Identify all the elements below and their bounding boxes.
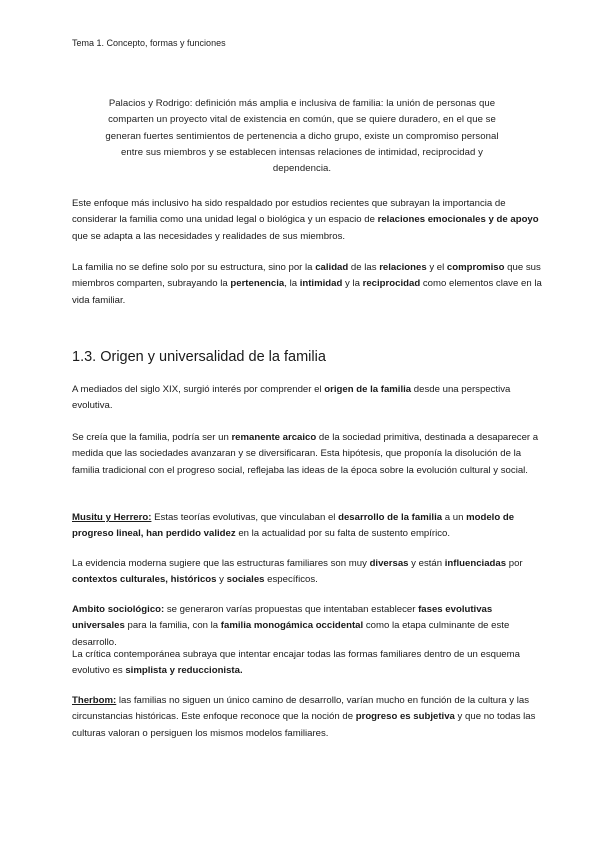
bold-term: pertenencia — [230, 278, 285, 290]
paragraph-archaic-remnant — [72, 430, 542, 479]
text-run: y la — [342, 278, 363, 290]
text-run: Este enfoque más inclusivo ha sido respaldado por estudios recientes que subrayan la importancia de considerar la familia como una unidad legal o biológica y un espacio de — [72, 198, 506, 226]
bold-term: intimidad — [299, 278, 343, 290]
text-run: como la etapa culminante de este desarrollo. — [72, 620, 510, 648]
bold-term: contextos culturales, históricos — [72, 574, 217, 586]
bold-term: fases evolutivas universales — [72, 604, 493, 632]
text-run: , la — [284, 278, 300, 290]
text-run: y están — [408, 558, 445, 569]
paragraph-modern-evidence — [72, 556, 542, 589]
author-label — [72, 695, 116, 706]
text-run: La crítica contemporánea subraya que intentar encajar todas las formas familiares dentro de un esquema evolutivo es — [72, 649, 520, 677]
definition-quote: Palacios y Rodrigo: definición más amplia e inclusiva de familia: la unión de personas que comparten un proyecto vital de existencia en común, que se quiere duradero, en el que se generan fuertes sentimientos de pertenencia a dicho grupo, existe un compromiso personal entre sus miembros y se establecen intensas relaciones de intimidad, reciprocidad y dependencia. — [105, 98, 499, 175]
text-run: como elementos clave en la vida familiar. — [72, 278, 542, 306]
text-run: que se adapta a las necesidades y realidades de sus miembros. — [72, 230, 346, 242]
bold-term: simplista y reduccionista. — [125, 665, 243, 677]
paragraph-inclusive-approach — [72, 196, 542, 245]
bold-term: remanente arcaico — [231, 432, 317, 443]
text-run: en la actualidad por su falta de sustento empírico. — [235, 528, 451, 540]
paragraph-therbom — [72, 693, 542, 742]
text-run: Se creía que la familia, podría ser un — [72, 432, 232, 443]
paragraph-critique — [72, 647, 542, 680]
page-header: Tema 1. Concepto, formas y funciones — [72, 38, 226, 48]
text-run: que sus miembros comparten, subrayando la — [72, 262, 541, 290]
paragraph-origin — [72, 382, 542, 415]
bold-term: reciprocidad — [362, 278, 421, 290]
bold-term: desarrollo de la familia — [338, 512, 443, 523]
text-run: La evidencia moderna sugiere que las estructuras familiares son muy — [72, 558, 370, 569]
underlined-label: Therbom: — [72, 695, 117, 706]
scope-label: Ambito sociológico: — [72, 604, 165, 615]
text-run: por — [506, 558, 523, 569]
text-run: y el — [426, 262, 447, 273]
underlined-label: Musitu y Herrero: — [72, 512, 152, 523]
bold-term: progreso es subjetiva — [355, 711, 455, 723]
paragraph-family-definition — [72, 260, 542, 309]
text-run: La familia no se define solo por su estructura, sino por la — [72, 262, 316, 273]
bold-term: influenciadas — [444, 558, 507, 569]
bold-term: origen de la familia — [324, 384, 412, 395]
bold-term: calidad — [315, 262, 349, 273]
text-run: de las — [348, 262, 380, 273]
bold-term: compromiso — [446, 262, 505, 273]
bold-term: sociales — [226, 574, 265, 586]
bold-term: relaciones emocionales y de apoyo — [377, 214, 539, 226]
text-run: y que no todas las culturas valoran o persiguen los mismos modelos familiares. — [72, 711, 536, 739]
text-run: para la familia, con la — [124, 620, 221, 632]
text-run: A mediados del siglo XIX, surgió interés por comprender el — [72, 384, 325, 395]
text-run: desde una perspectiva evolutiva. — [72, 384, 511, 412]
text-run: específicos. — [264, 574, 318, 586]
text-run: Estas teorías evolutivas, que vinculaban el — [151, 512, 339, 523]
paragraph-musitu-herrero — [72, 510, 542, 543]
bold-term: familia monogámica occidental — [220, 620, 364, 632]
bold-term: relaciones — [379, 262, 427, 273]
paragraph-sociological-scope — [72, 602, 542, 651]
author-label — [72, 512, 151, 523]
section-heading: 1.3. Origen y universalidad de la familia — [72, 349, 326, 365]
text-run: de la sociedad primitiva, destinada a desaparecer a medida que las sociedades avanzaran y se diversificaran. Esta hipótesis, que proponía la disolución de la familia tradicional con el progreso social, reflejaba las ideas de la época sobre la evolución cultural y social. — [72, 432, 539, 476]
text-run: a un — [442, 512, 467, 523]
text-run: las familias no siguen un único camino de desarrollo, varían mucho en función de la cultura y las circunstancias históricas. Este enfoque reconoce que la noción de — [72, 695, 530, 723]
bold-term: diversas — [369, 558, 409, 569]
text-run: se generaron varías propuestas que intentaban establecer — [164, 604, 419, 615]
text-run: y — [216, 574, 227, 586]
bold-term: modelo de progreso lineal, han perdido validez — [72, 512, 515, 540]
